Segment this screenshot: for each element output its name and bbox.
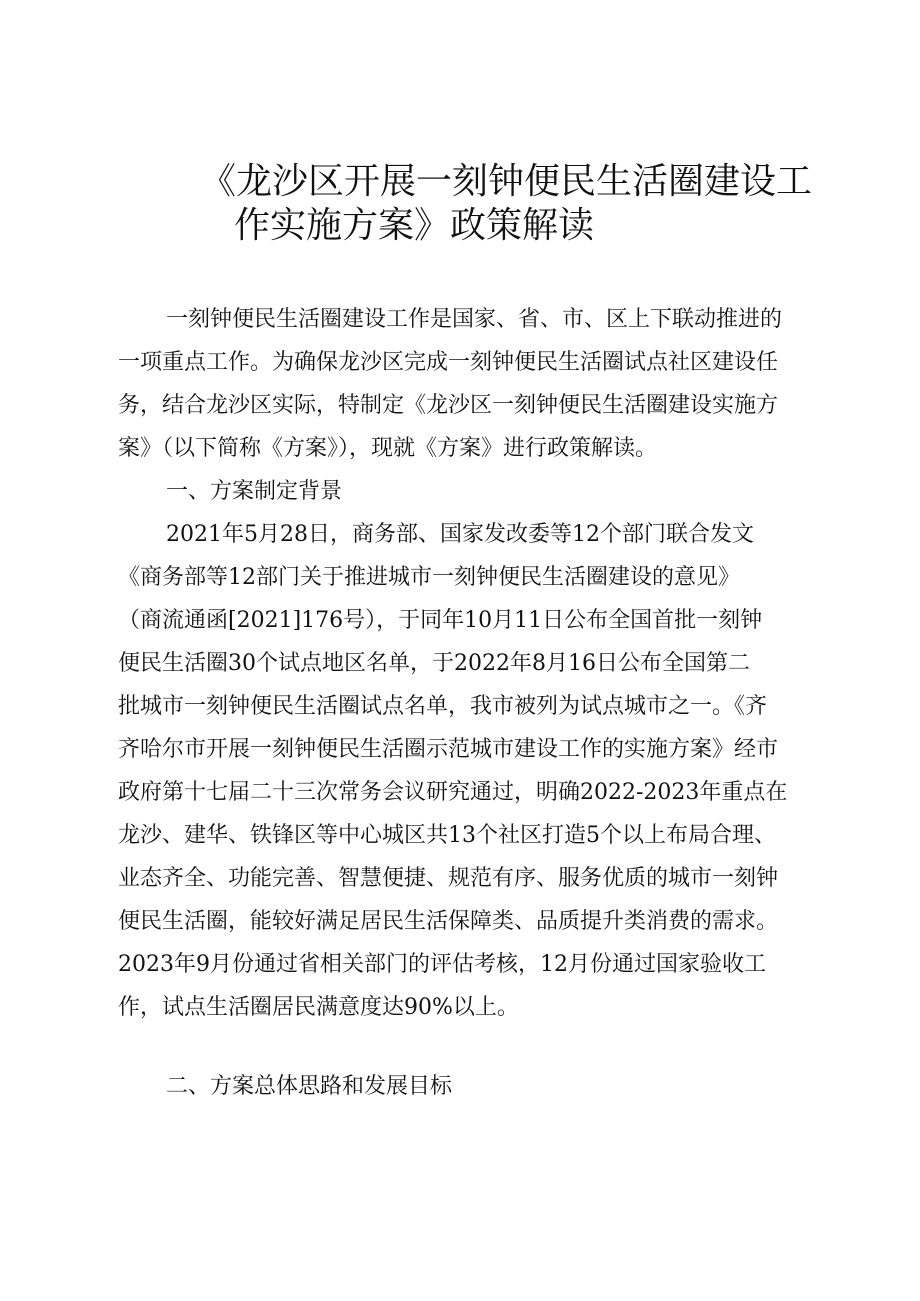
- text-line: 务，结合龙沙区实际，特制定《龙沙区一刻钟便民生活圈建设实施方: [118, 393, 779, 418]
- text-line: 业态齐全、功能完善、智慧便捷、规范有序、服务优质的城市一刻钟: [118, 866, 779, 891]
- document-title: [200, 160, 820, 248]
- intro-paragraph: [118, 298, 818, 470]
- text-line: 一刻钟便民生活圈建设工作是国家、省、市、区上下联动推进的: [166, 307, 783, 332]
- text-line: 政府第十七届二十三次常务会议研究通过，明确2022-2023年重点在: [118, 780, 788, 805]
- section-spacer: [118, 1029, 818, 1065]
- text-line: 便民生活圈30个试点地区名单，于2022年8月16日公布全国第二: [118, 651, 750, 676]
- text-line: 作，试点生活圈居民满意度达90%以上。: [118, 995, 519, 1020]
- text-line: 2023年9月份通过省相关部门的评估考核，12月份通过国家验收工: [118, 952, 766, 977]
- section-heading-1: 一、方案制定背景: [166, 479, 343, 504]
- text-line: 案》（以下简称《方案》），现就《方案》进行政策解读。: [118, 436, 658, 461]
- text-line: 批城市一刻钟便民生活圈试点名单，我市被列为试点城市之一。《齐: [118, 694, 768, 719]
- text-line: （商流通函[2021]176号），于同年10月11日公布全国首批一刻钟: [118, 608, 763, 633]
- background-paragraph: [118, 513, 818, 1029]
- text-line: 《商务部等12部门关于推进城市一刻钟便民生活圈建设的意见》: [118, 565, 740, 590]
- text-line: 龙沙、建华、铁锋区等中心城区共13个社区打造5个以上布局合理、: [118, 823, 776, 848]
- title-line-2: 作实施方案》政策解读: [234, 205, 595, 246]
- text-line: 一项重点工作。为确保龙沙区完成一刻钟便民生活圈试点社区建设任: [118, 350, 779, 375]
- text-line: 齐哈尔市开展一刻钟便民生活圈示范城市建设工作的实施方案》经市: [118, 737, 779, 762]
- text-line: 2021年5月28日，商务部、国家发改委等12个部门联合发文: [166, 522, 754, 547]
- title-line-1: 《龙沙区开展一刻钟便民生活圈建设工: [200, 161, 813, 202]
- document-body: [118, 298, 818, 1108]
- text-line: 便民生活圈，能较好满足居民生活保障类、品质提升类消费的需求。: [118, 909, 779, 934]
- section-heading-2: 二、方案总体思路和发展目标: [166, 1074, 453, 1099]
